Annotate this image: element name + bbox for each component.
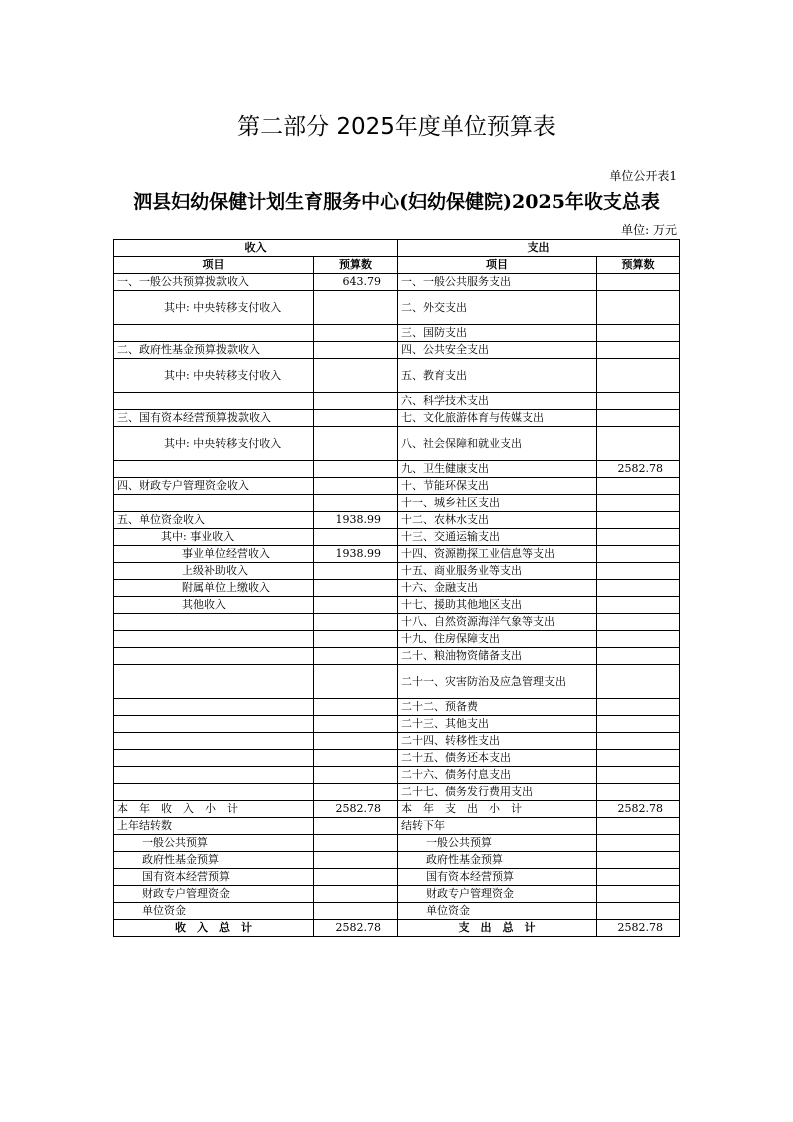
expense-amount: [597, 903, 680, 920]
expense-item: 政府性基金预算: [398, 852, 597, 869]
expense-subtotal-amount: 2582.78: [597, 801, 680, 818]
expense-amount: [597, 818, 680, 835]
income-item: [114, 631, 314, 648]
income-amount: [314, 325, 398, 342]
expense-amount: [597, 359, 680, 393]
page-heading: 第二部分 2025年度单位预算表: [237, 114, 556, 140]
table-row: [114, 529, 680, 546]
income-item: 三、国有资本经营预算拨款收入: [114, 410, 314, 427]
expense-item: 二、外交支出: [398, 291, 597, 325]
income-item: 其中: 中央转移支付收入: [114, 427, 314, 461]
expense-item: 十六、金融支出: [398, 580, 597, 597]
expense-amount: [597, 614, 680, 631]
income-amount: [314, 733, 398, 750]
expense-amount: 2582.78: [597, 461, 680, 478]
income-amount: [314, 886, 398, 903]
income-amount: [314, 495, 398, 512]
expense-item: 三、国防支出: [398, 325, 597, 342]
expense-item: 六、科学技术支出: [398, 393, 597, 410]
income-item: 一、一般公共预算拨款收入: [114, 274, 314, 291]
expense-item: 一、一般公共服务支出: [398, 274, 597, 291]
expense-amount: [597, 393, 680, 410]
table-row: [114, 563, 680, 580]
expense-amount: [597, 342, 680, 359]
income-amount: [314, 852, 398, 869]
income-item: [114, 325, 314, 342]
income-total-label: 收 入 总 计: [114, 920, 314, 937]
income-item: 二、政府性基金预算拨款收入: [114, 342, 314, 359]
expense-amount: [597, 580, 680, 597]
expense-amount: [597, 325, 680, 342]
income-amount: [314, 478, 398, 495]
table-row: [114, 835, 680, 852]
expense-amount: [597, 835, 680, 852]
income-amount: 1938.99: [314, 546, 398, 563]
table-row: [114, 733, 680, 750]
table-row: [114, 410, 680, 427]
income-item: [114, 614, 314, 631]
income-amount: [314, 359, 398, 393]
income-amount: 1938.99: [314, 512, 398, 529]
income-item: 上级补助收入: [114, 563, 314, 580]
expense-item: 二十、粮油物资储备支出: [398, 648, 597, 665]
expense-header: 支出: [398, 240, 680, 257]
income-item: 其他收入: [114, 597, 314, 614]
income-amount: [314, 393, 398, 410]
income-item: [114, 767, 314, 784]
income-amount: [314, 597, 398, 614]
table-row: [114, 461, 680, 478]
income-item: 附属单位上缴收入: [114, 580, 314, 597]
expense-amount: [597, 495, 680, 512]
expense-amount: [597, 733, 680, 750]
income-amount: [314, 614, 398, 631]
expense-amount: [597, 784, 680, 801]
table-row: [114, 495, 680, 512]
total-row: [114, 920, 680, 937]
expense-item: 国有资本经营预算: [398, 869, 597, 886]
income-item: [114, 699, 314, 716]
expense-amount: [597, 631, 680, 648]
income-item-header: 项目: [114, 257, 314, 274]
expense-item: 四、公共安全支出: [398, 342, 597, 359]
expense-subtotal-label: 本 年 支 出 小 计: [398, 801, 597, 818]
table-row: [114, 750, 680, 767]
income-item: [114, 461, 314, 478]
income-amount: [314, 699, 398, 716]
income-item: 国有资本经营预算: [114, 869, 314, 886]
table-row: [114, 580, 680, 597]
table-row: [114, 648, 680, 665]
income-budget-header: 预算数: [314, 257, 398, 274]
table-row: [114, 869, 680, 886]
income-item: [114, 665, 314, 699]
expense-item: 十九、住房保障支出: [398, 631, 597, 648]
expense-total-label: 支 出 总 计: [398, 920, 597, 937]
expense-item: 二十六、债务付息支出: [398, 767, 597, 784]
income-item: 其中: 中央转移支付收入: [114, 359, 314, 393]
table-row: [114, 274, 680, 291]
table-row: [114, 546, 680, 563]
income-item: 单位资金: [114, 903, 314, 920]
table-row: [114, 427, 680, 461]
table-row: [114, 342, 680, 359]
income-item: 上年结转数: [114, 818, 314, 835]
income-item: 四、财政专户管理资金收入: [114, 478, 314, 495]
income-amount: [314, 869, 398, 886]
income-item: [114, 716, 314, 733]
expense-item: 财政专户管理资金: [398, 886, 597, 903]
expense-amount: [597, 274, 680, 291]
table-row: [114, 886, 680, 903]
table-row: [114, 291, 680, 325]
expense-amount: [597, 410, 680, 427]
expense-item: 二十四、转移性支出: [398, 733, 597, 750]
income-amount: [314, 291, 398, 325]
income-amount: [314, 580, 398, 597]
table-row: [114, 478, 680, 495]
expense-item: 十、节能环保支出: [398, 478, 597, 495]
table-row: [114, 614, 680, 631]
income-item: [114, 784, 314, 801]
expense-amount: [597, 291, 680, 325]
section-header-row: [114, 240, 680, 257]
expense-item-header: 项目: [398, 257, 597, 274]
subtotal-row: [114, 801, 680, 818]
expense-item: 结转下年: [398, 818, 597, 835]
column-header-row: [114, 257, 680, 274]
table-row: [114, 597, 680, 614]
income-amount: [314, 427, 398, 461]
expense-item: 十三、交通运输支出: [398, 529, 597, 546]
expense-amount: [597, 886, 680, 903]
income-amount: [314, 665, 398, 699]
expense-item: 十七、援助其他地区支出: [398, 597, 597, 614]
expense-item: 二十一、灾害防治及应急管理支出: [398, 665, 597, 699]
income-item: 事业单位经营收入: [114, 546, 314, 563]
income-amount: [314, 903, 398, 920]
expense-total-amount: 2582.78: [597, 920, 680, 937]
income-item: 政府性基金预算: [114, 852, 314, 869]
income-item: 其中: 事业收入: [114, 529, 314, 546]
table-number: 单位公开表1: [609, 169, 677, 183]
income-amount: [314, 648, 398, 665]
income-item: 一般公共预算: [114, 835, 314, 852]
table-row: [114, 665, 680, 699]
income-amount: [314, 835, 398, 852]
table-title: 泗县妇幼保健计划生育服务中心(妇幼保健院)2025年收支总表: [133, 191, 660, 213]
table-row: [114, 767, 680, 784]
income-item: [114, 393, 314, 410]
expense-amount: [597, 529, 680, 546]
expense-item: 七、文化旅游体育与传媒支出: [398, 410, 597, 427]
expense-amount: [597, 767, 680, 784]
income-total-amount: 2582.78: [314, 920, 398, 937]
table-row: [114, 903, 680, 920]
income-amount: [314, 461, 398, 478]
table-row: [114, 852, 680, 869]
expense-amount: [597, 597, 680, 614]
table-row: [114, 359, 680, 393]
table-row: [114, 512, 680, 529]
income-item: [114, 750, 314, 767]
expense-item: 十一、城乡社区支出: [398, 495, 597, 512]
expense-amount: [597, 563, 680, 580]
income-item: 财政专户管理资金: [114, 886, 314, 903]
income-subtotal-amount: 2582.78: [314, 801, 398, 818]
expense-item: 十五、商业服务业等支出: [398, 563, 597, 580]
table-row: [114, 631, 680, 648]
expense-amount: [597, 716, 680, 733]
income-amount: [314, 563, 398, 580]
expense-item: 二十三、其他支出: [398, 716, 597, 733]
income-header: 收入: [114, 240, 398, 257]
table-row: [114, 393, 680, 410]
expense-item: 单位资金: [398, 903, 597, 920]
expense-item: 五、教育支出: [398, 359, 597, 393]
income-subtotal-label: 本 年 收 入 小 计: [114, 801, 314, 818]
expense-amount: [597, 648, 680, 665]
income-item: [114, 495, 314, 512]
income-amount: [314, 529, 398, 546]
income-amount: [314, 750, 398, 767]
expense-item: 一般公共预算: [398, 835, 597, 852]
income-amount: [314, 410, 398, 427]
table-row: [114, 699, 680, 716]
expense-item: 十四、资源勘探工业信息等支出: [398, 546, 597, 563]
table-row: [114, 784, 680, 801]
expense-amount: [597, 427, 680, 461]
expense-item: 二十七、债务发行费用支出: [398, 784, 597, 801]
income-amount: [314, 716, 398, 733]
income-item: 五、单位资金收入: [114, 512, 314, 529]
expense-item: 十二、农林水支出: [398, 512, 597, 529]
expense-amount: [597, 699, 680, 716]
expense-item: 八、社会保障和就业支出: [398, 427, 597, 461]
expense-item: 二十五、债务还本支出: [398, 750, 597, 767]
expense-item: 十八、自然资源海洋气象等支出: [398, 614, 597, 631]
income-amount: [314, 784, 398, 801]
budget-summary-table: [113, 239, 680, 937]
expense-amount: [597, 750, 680, 767]
income-amount: [314, 818, 398, 835]
expense-item: 九、卫生健康支出: [398, 461, 597, 478]
expense-item: 二十二、预备费: [398, 699, 597, 716]
income-amount: [314, 342, 398, 359]
table-row: [114, 716, 680, 733]
table-row: [114, 325, 680, 342]
income-amount: [314, 767, 398, 784]
expense-amount: [597, 665, 680, 699]
income-item: [114, 733, 314, 750]
income-item: [114, 648, 314, 665]
table-row: [114, 818, 680, 835]
unit-label: 单位: 万元: [621, 223, 677, 237]
expense-budget-header: 预算数: [597, 257, 680, 274]
income-item: 其中: 中央转移支付收入: [114, 291, 314, 325]
expense-amount: [597, 869, 680, 886]
expense-amount: [597, 478, 680, 495]
income-amount: 643.79: [314, 274, 398, 291]
income-amount: [314, 631, 398, 648]
expense-amount: [597, 546, 680, 563]
expense-amount: [597, 852, 680, 869]
expense-amount: [597, 512, 680, 529]
